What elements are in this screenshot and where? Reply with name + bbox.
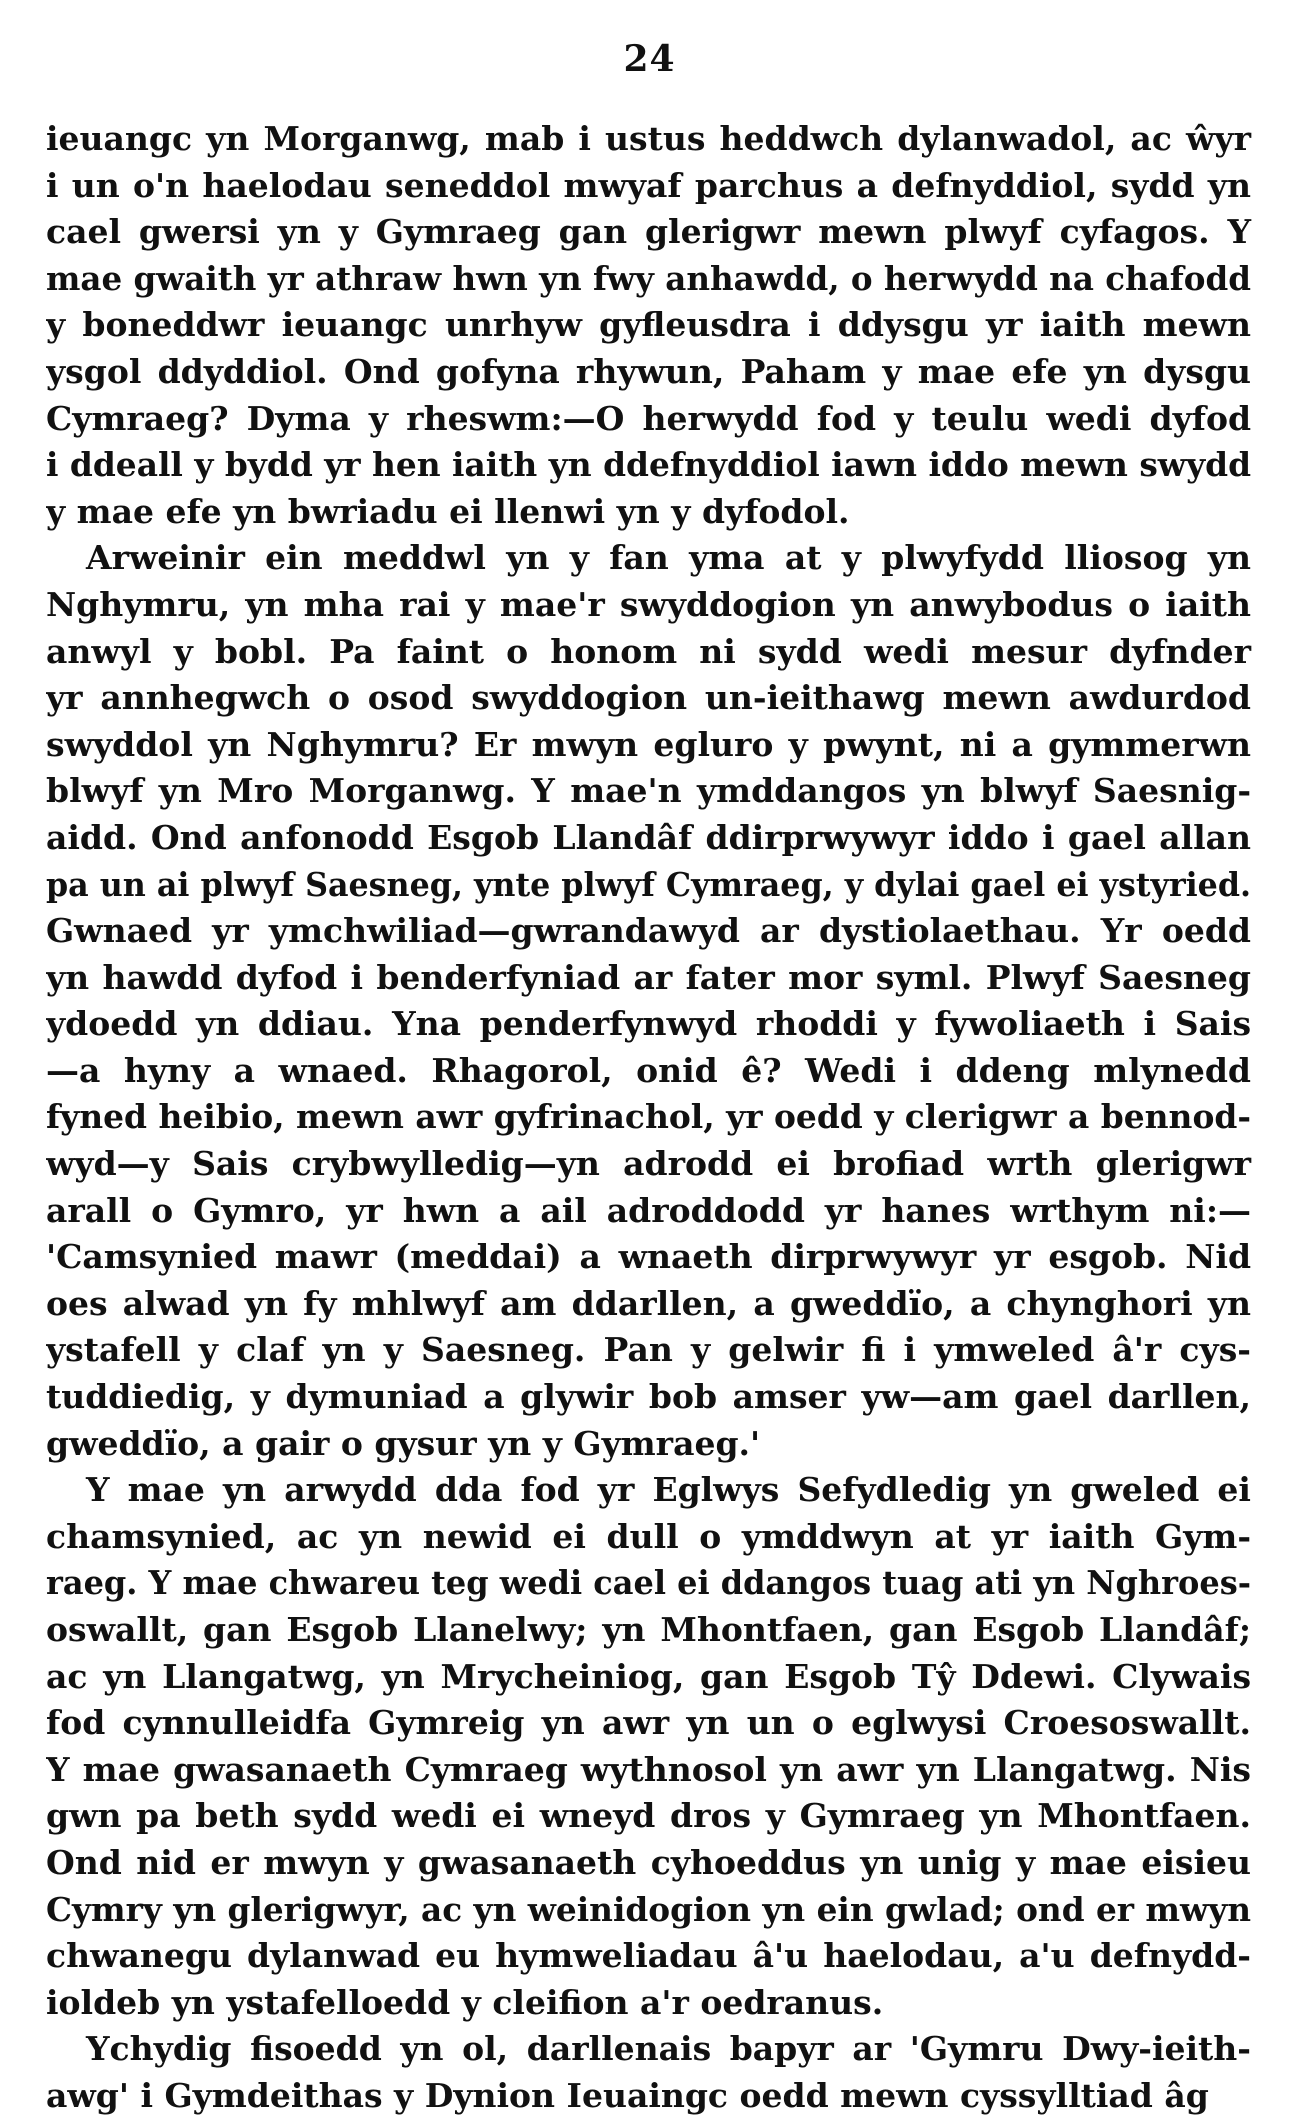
text-line: ydoedd yn ddiau. Yna penderfynwyd rhoddi y fywoliaeth i Sais xyxy=(46,1004,1252,1044)
text-line: i un o'n haelodau seneddol mwyaf parchus a defnyddiol, sydd yn xyxy=(46,165,1252,205)
text-line: ystafell y claf yn y Saesneg. Pan y gelwir fi i ymweled â'r cys- xyxy=(46,1330,1251,1370)
text-line: ysgol ddyddiol. Ond gofyna rhywun, Paham y mae efe yn dysgu xyxy=(46,351,1252,391)
text-line: Arweinir ein meddwl yn y fan yma at y plwyfydd lliosog yn xyxy=(86,538,1252,578)
text-line: blwyf yn Mro Morganwg. Y mae'n ymddangos yn blwyf Saesnig- xyxy=(46,771,1252,811)
text-line: ieuangc yn Morganwg, mab i ustus heddwch dylanwadol, ac ŵyr xyxy=(46,119,1251,158)
text-line: y mae efe yn bwriadu ei llenwi yn y dyfodol. xyxy=(46,491,850,531)
text-line: Y mae yn arwydd dda fod yr Eglwys Sefydledig yn gweled ei xyxy=(86,1470,1251,1510)
text-line: i ddeall y bydd yr hen iaith yn ddefnyddiol iawn iddo mewn swydd xyxy=(46,445,1252,485)
text-line: 'Camsynied mawr (meddai) a wnaeth dirprwywyr yr esgob. Nid xyxy=(46,1237,1252,1277)
text-line: Cymraeg? Dyma y rheswm:—O herwydd fod y teulu wedi dyfod xyxy=(46,398,1252,438)
text-line: arall o Gymro, yr hwn a ail adroddodd yr hanes wrthym ni:— xyxy=(46,1190,1252,1230)
text-line: ioldeb yn ystafelloedd y cleifion a'r oedranus. xyxy=(46,1982,884,2022)
text-line: —a hyny a wnaed. Rhagorol, onid ê? Wedi i ddeng mlynedd xyxy=(46,1050,1251,1090)
text-line: cael gwersi yn y Gymraeg gan glerigwr mewn plwyf cyfagos. Y xyxy=(46,212,1252,252)
text-line: anwyl y bobl. Pa faint o honom ni sydd wedi mesur dyfnder xyxy=(46,631,1251,671)
text-line: ac yn Llangatwg, yn Mrycheiniog, gan Esgob Tŷ Ddewi. Clywais xyxy=(46,1656,1252,1696)
text-line: fod cynnulleidfa Gymreig yn awr yn un o eglwysi Croesoswallt. xyxy=(46,1703,1251,1743)
text-line: wyd—y Sais crybwylledig—yn adrodd ei brofiad wrth glerigwr xyxy=(46,1144,1252,1184)
text-line: mae gwaith yr athraw hwn yn fwy anhawdd, o herwydd na chafodd xyxy=(46,258,1251,298)
text-line: chamsynied, ac yn newid ei dull o ymddwyn at yr iaith Gym- xyxy=(46,1516,1252,1556)
text-line: gweddïo, a gair o gysur yn y Gymraeg.' xyxy=(46,1423,761,1463)
page-number: 24 xyxy=(623,38,676,80)
text-line: aidd. Ond anfonodd Esgob Llandâf ddirprwywyr iddo i gael allan xyxy=(46,817,1252,857)
body-text xyxy=(46,116,1286,2120)
text-line: Ond nid er mwyn y gwasanaeth cyhoeddus yn unig y mae eisieu xyxy=(46,1842,1252,1882)
text-line: gwn pa beth sydd wedi ei wneyd dros y Gymraeg yn Mhontfaen. xyxy=(46,1796,1252,1836)
text-line: Nghymru, yn mha rai y mae'r swyddogion yn anwybodus o iaith xyxy=(46,584,1251,624)
text-line: yn hawdd dyfod i benderfyniad ar fater mor syml. Plwyf Saesneg xyxy=(46,957,1251,997)
text-line: Gwnaed yr ymchwiliad—gwrandawyd ar dystiolaethau. Yr oedd xyxy=(46,911,1251,951)
text-line: raeg. Y mae chwareu teg wedi cael ei ddangos tuag ati yn Nghroes- xyxy=(46,1563,1251,1603)
text-line: Y mae gwasanaeth Cymraeg wythnosol yn awr yn Llangatwg. Nis xyxy=(46,1749,1251,1789)
text-line: chwanegu dylanwad eu hymweliadau â'u haelodau, a'u defnydd- xyxy=(46,1936,1251,1976)
text-line: swyddol yn Nghymru? Er mwyn egluro y pwynt, ni a gymmerwn xyxy=(46,724,1252,764)
text-line: yr annhegwch o osod swyddogion un-ieithawg mewn awdurdod xyxy=(46,678,1251,718)
text-line: fyned heibio, mewn awr gyfrinachol, yr oedd y clerigwr a bennod- xyxy=(46,1097,1251,1137)
text-line: tuddiedig, y dymuniad a glywir bob amser yw—am gael darllen, xyxy=(46,1377,1251,1417)
text-line: pa un ai plwyf Saesneg, ynte plwyf Cymraeg, y dylai gael ei ystyried. xyxy=(46,864,1252,904)
text-line: Ychydig fisoedd yn ol, darllenais bapyr ar 'Gymru Dwy-ieith- xyxy=(86,2029,1251,2069)
text-line: Cymry yn glerigwyr, ac yn weinidogion yn ein gwlad; ond er mwyn xyxy=(46,1889,1252,1929)
text-line: oswallt, gan Esgob Llanelwy; yn Mhontfaen, gan Esgob Llandâf; xyxy=(46,1610,1252,1649)
text-line: y boneddwr ieuangc unrhyw gyfleusdra i ddysgu yr iaith mewn xyxy=(46,305,1251,345)
text-line: oes alwad yn fy mhlwyf am ddarllen, a gweddïo, a chynghori yn xyxy=(46,1283,1252,1323)
text-line: awg' i Gymdeithas y Dynion Ieuaingc oedd mewn cyssylltiad âg xyxy=(46,2075,1209,2115)
